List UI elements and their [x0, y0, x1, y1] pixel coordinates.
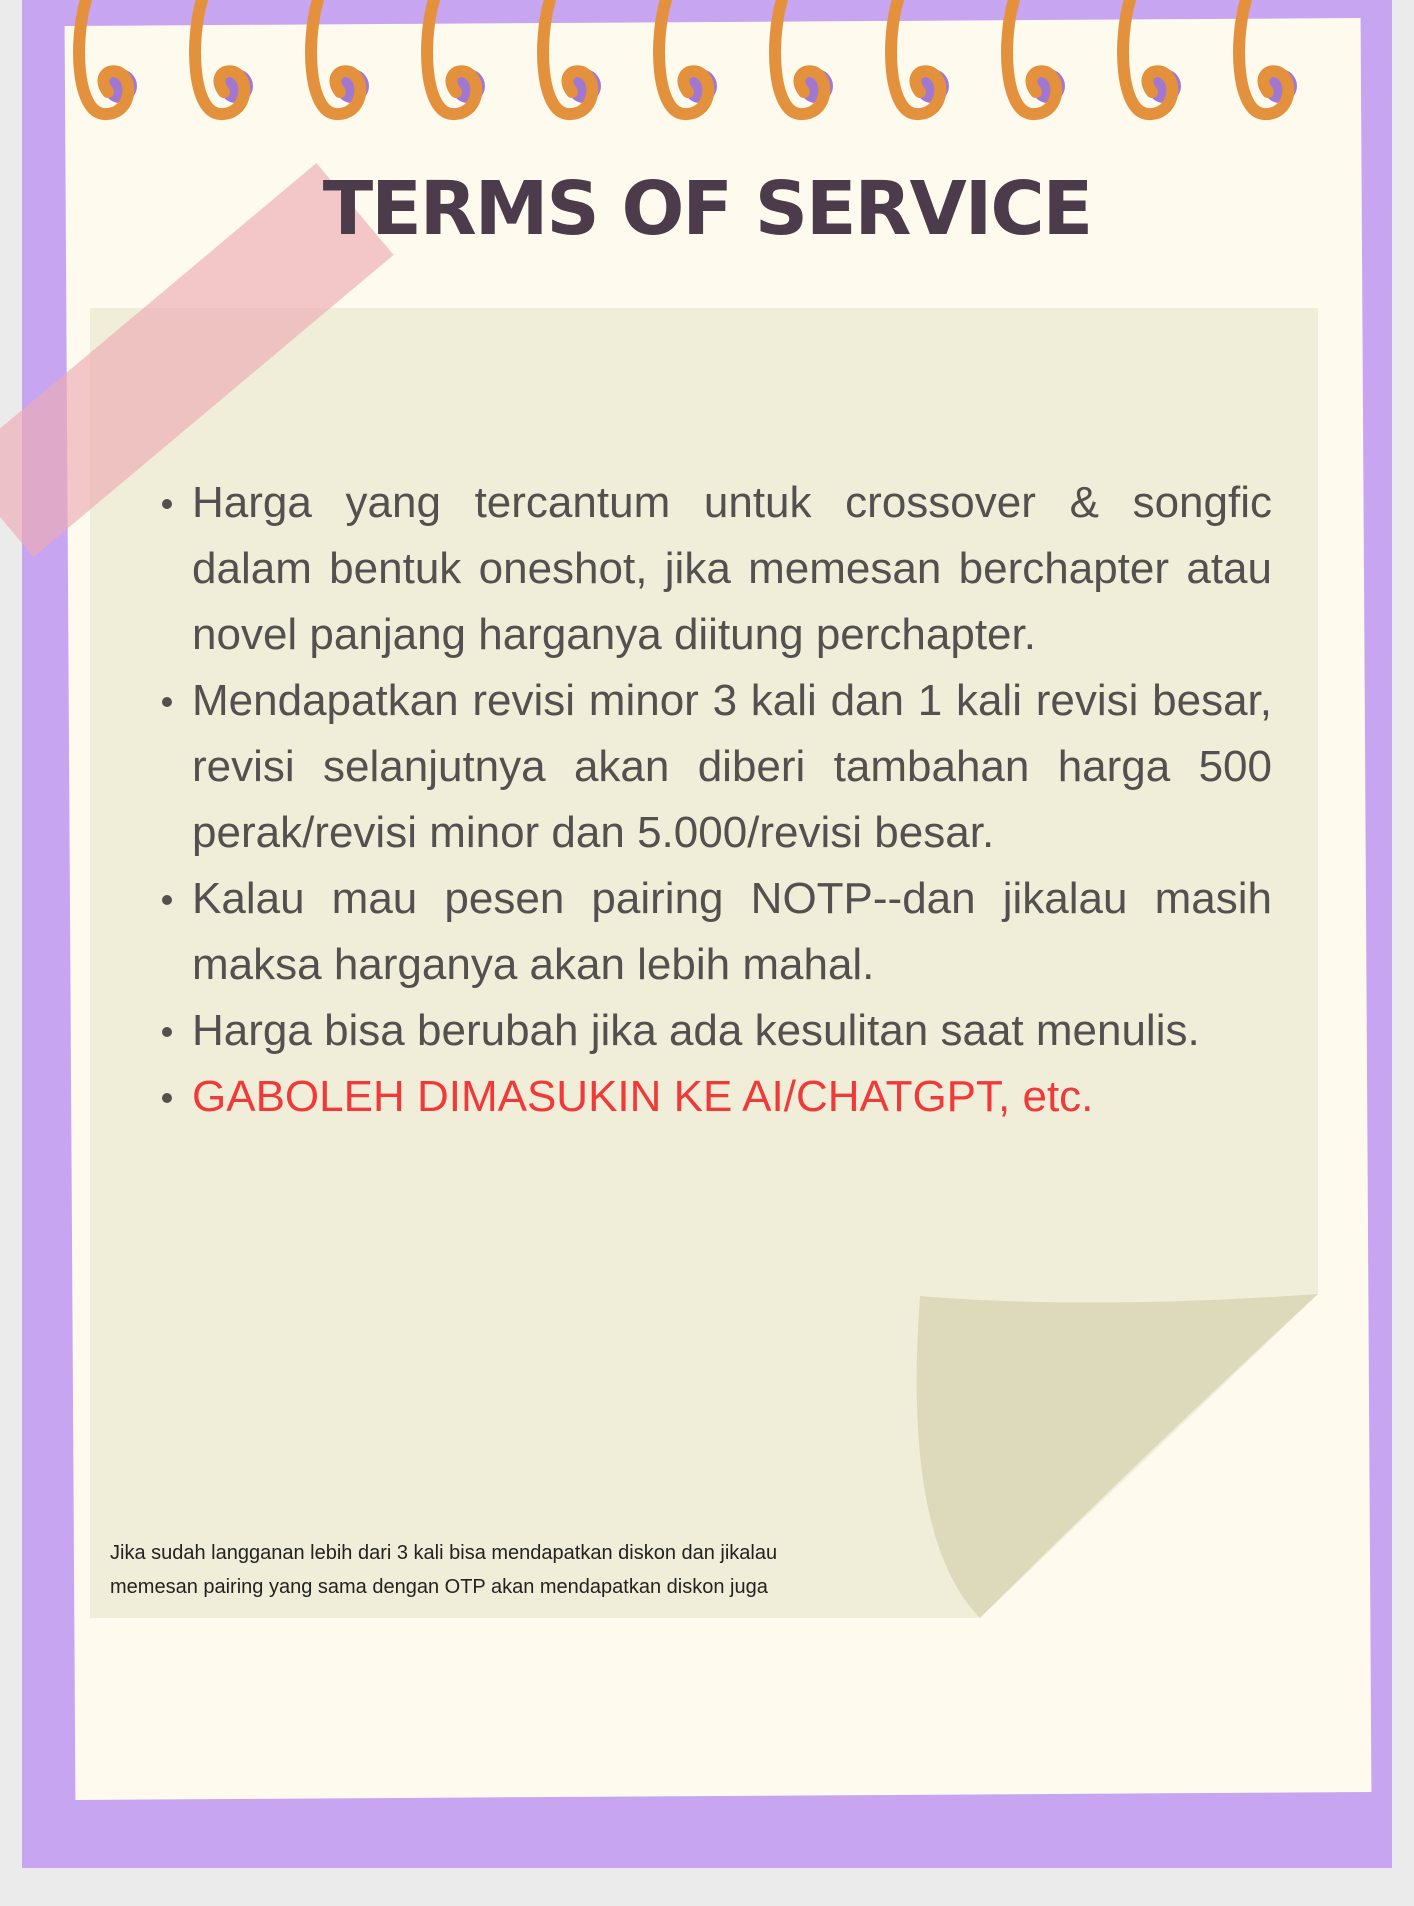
- bullet-icon: [162, 499, 172, 509]
- term-item-3: [192, 866, 1272, 998]
- term-text: Mendapatkan revisi minor 3 kali dan 1 kali revisi besar, revisi selanjutnya akan diberi tambahan harga 500 perak/revisi minor dan 5.000/revisi besar.: [192, 676, 1272, 857]
- page-curl-icon: [917, 1294, 1318, 1618]
- term-item-1: [192, 470, 1272, 668]
- term-item-4: [192, 998, 1272, 1064]
- bullet-icon: [162, 1027, 172, 1037]
- term-text: Harga yang tercantum untuk crossover & songfic dalam bentuk oneshot, jika memesan berchapter atau novel panjang harganya diitung perchapter.: [192, 478, 1272, 659]
- term-text: Harga bisa berubah jika ada kesulitan saat menulis.: [192, 1006, 1200, 1055]
- discount-footnote: [110, 1536, 930, 1604]
- page-title: TERMS OF SERVICE: [322, 166, 1092, 252]
- footnote-line-2: memesan pairing yang sama dengan OTP akan mendapatkan diskon juga: [110, 1576, 768, 1598]
- spiral-binding-icon: [0, 0, 1414, 140]
- bullet-icon: [162, 1093, 172, 1103]
- bullet-icon: [162, 697, 172, 707]
- footnote-line-1: Jika sudah langganan lebih dari 3 kali bisa mendapatkan diskon dan jikalau: [110, 1542, 778, 1564]
- bullet-icon: [162, 895, 172, 905]
- term-item-2: [192, 668, 1272, 866]
- terms-list: [192, 470, 1272, 1130]
- term-item-5-warning: [192, 1064, 1272, 1130]
- term-text: Kalau mau pesen pairing NOTP--dan jikalau masih maksa harganya akan lebih mahal.: [192, 874, 1272, 989]
- term-text: GABOLEH DIMASUKIN KE AI/CHATGPT, etc.: [192, 1072, 1094, 1121]
